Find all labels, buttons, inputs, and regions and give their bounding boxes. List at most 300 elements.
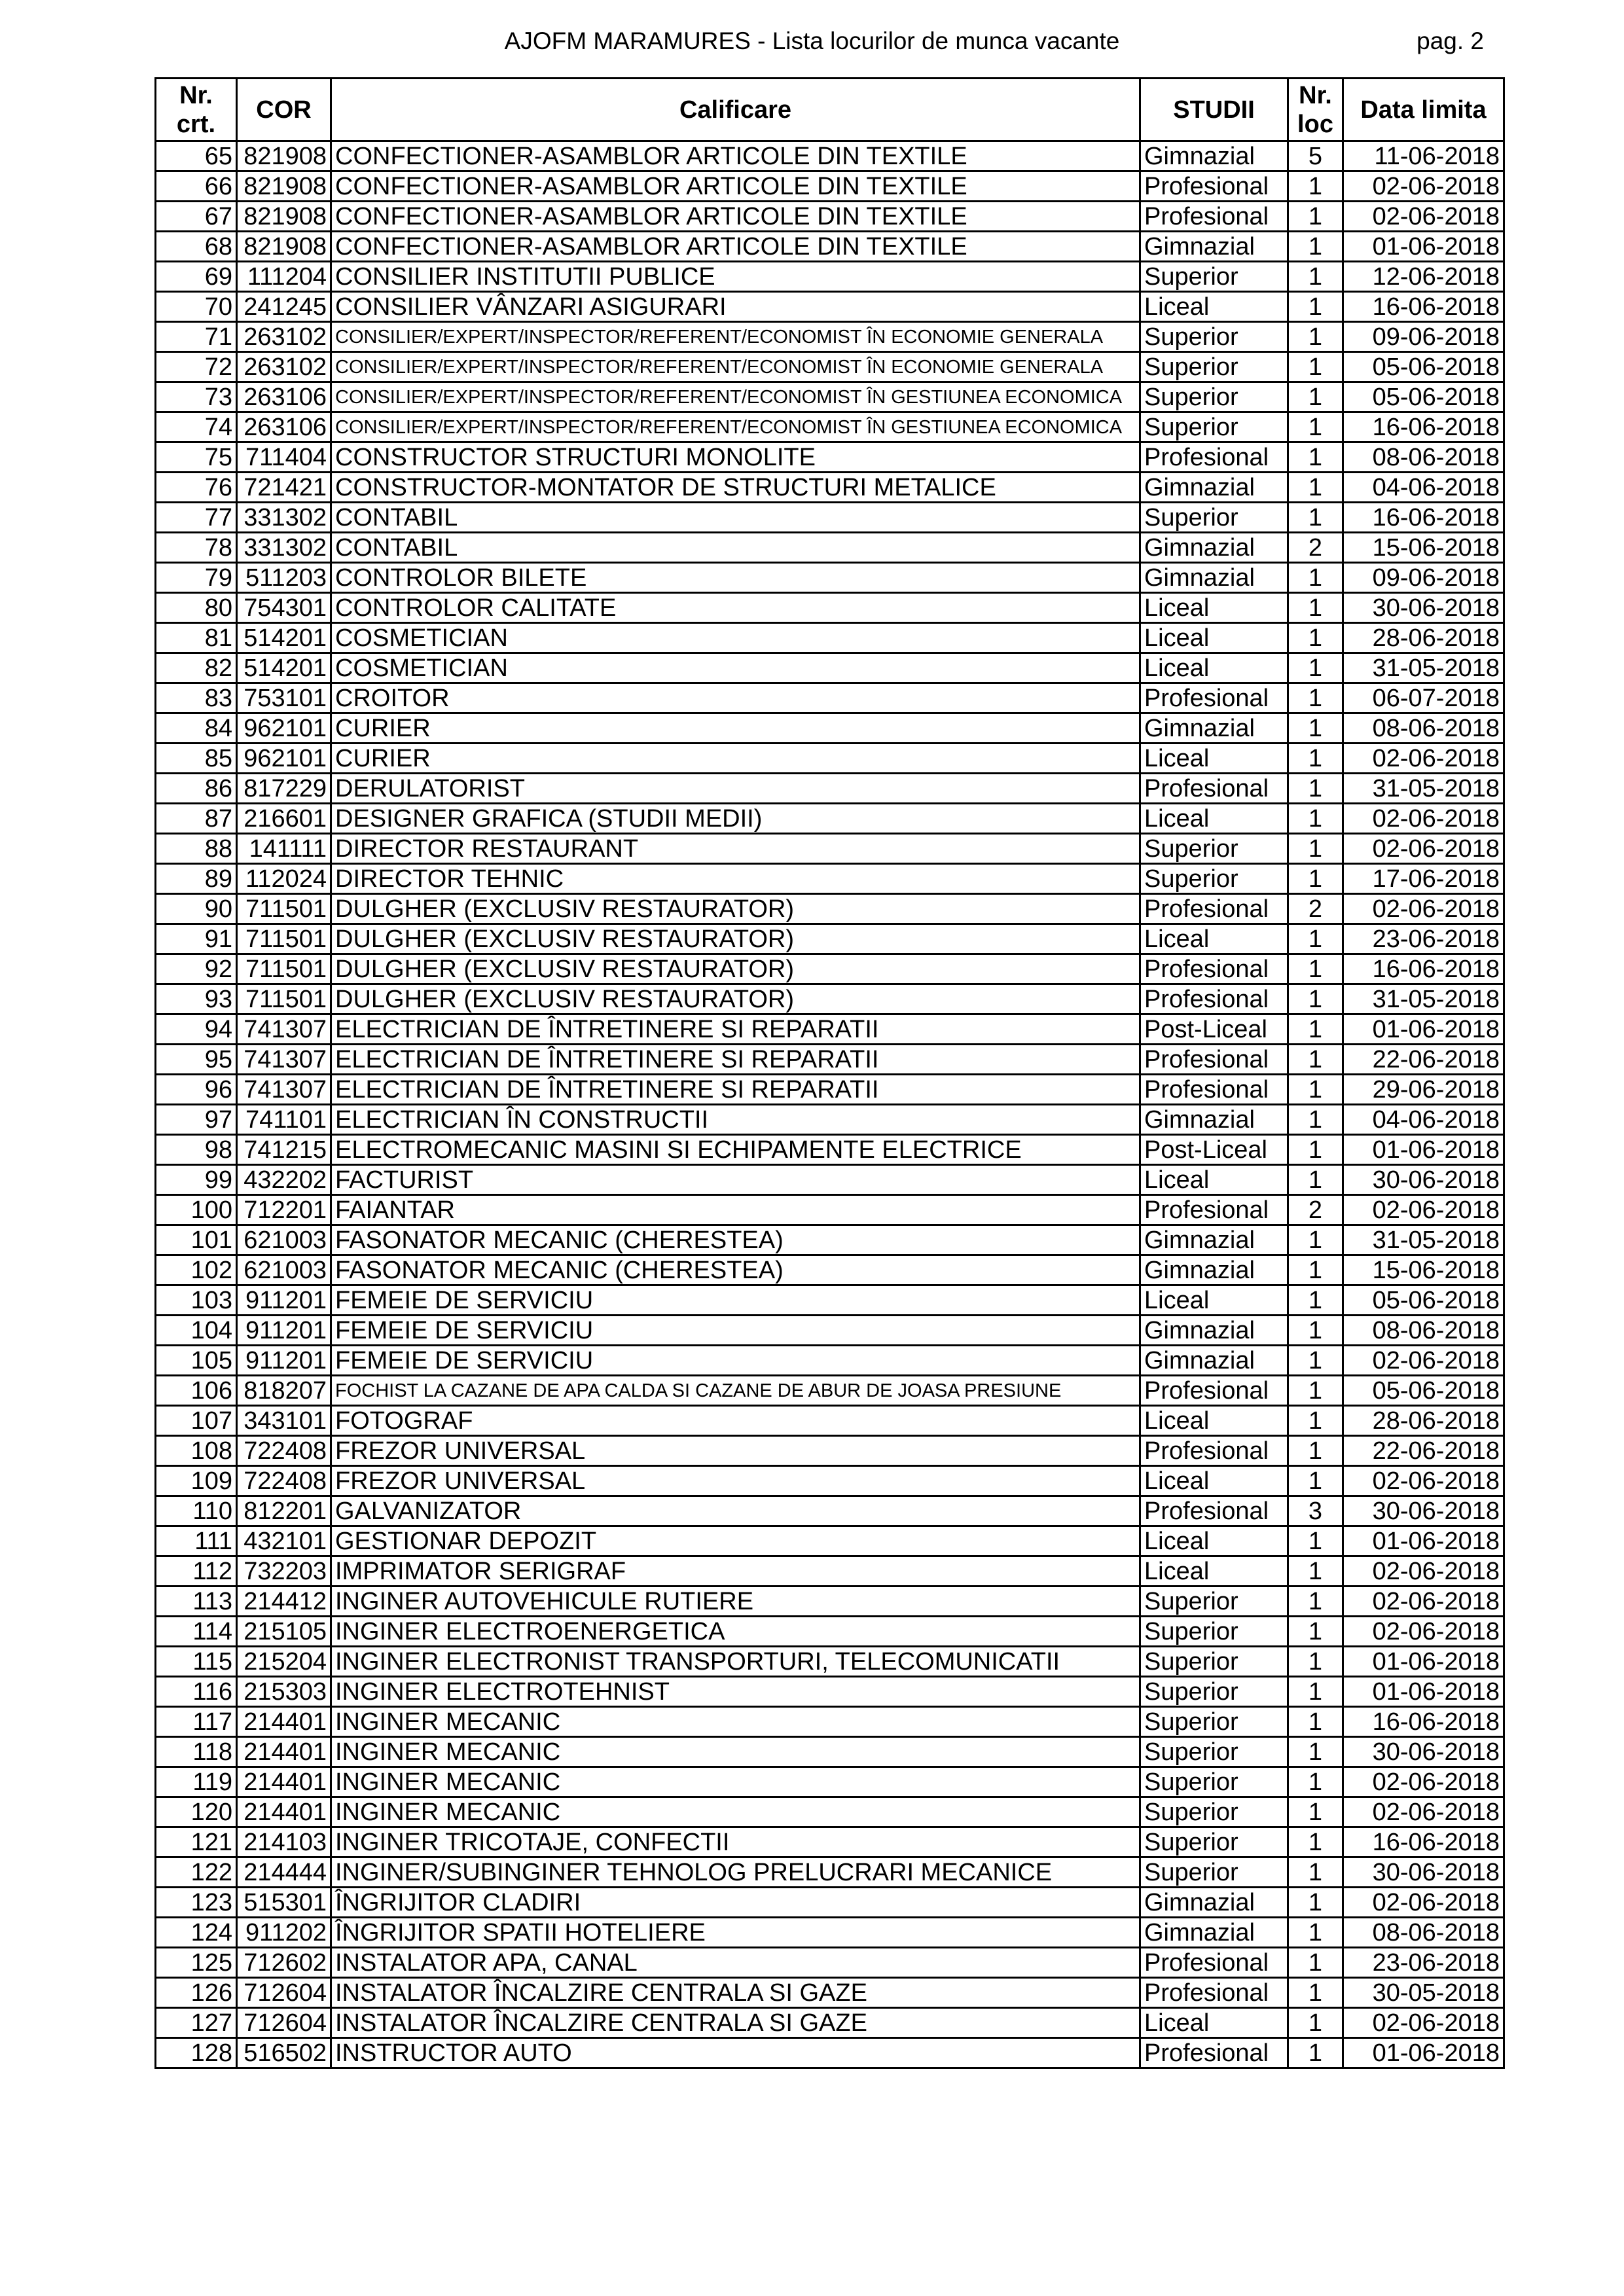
cell-calificare: FREZOR UNIVERSAL [331,1466,1140,1496]
cell-loc: 1 [1288,1556,1343,1587]
cell-studii: Liceal [1140,1526,1288,1556]
cell-data: 05-06-2018 [1343,382,1504,412]
cell-nr: 89 [156,864,237,894]
cell-calificare: DESIGNER GRAFICA (STUDII MEDII) [331,804,1140,834]
cell-data: 01-06-2018 [1343,1647,1504,1677]
cell-studii: Profesional [1140,774,1288,804]
cell-nr: 114 [156,1617,237,1647]
cell-data: 02-06-2018 [1343,1346,1504,1376]
cell-data: 17-06-2018 [1343,864,1504,894]
cell-nr: 73 [156,382,237,412]
column-header-nr: Nr. crt. [156,79,237,141]
cell-studii: Liceal [1140,1406,1288,1436]
cell-loc: 1 [1288,262,1343,292]
cell-studii: Post-Liceal [1140,1135,1288,1165]
cell-studii: Profesional [1140,1376,1288,1406]
cell-nr: 105 [156,1346,237,1376]
cell-calificare: COSMETICIAN [331,653,1140,683]
cell-loc: 1 [1288,1406,1343,1436]
cell-calificare: FEMEIE DE SERVICIU [331,1316,1140,1346]
cell-data: 08-06-2018 [1343,442,1504,473]
cell-cor: 331302 [237,503,331,533]
cell-data: 02-06-2018 [1343,171,1504,202]
cell-cor: 214401 [237,1767,331,1797]
column-header-studii: STUDII [1140,79,1288,141]
cell-cor: 712602 [237,1948,331,1978]
cell-studii: Profesional [1140,954,1288,984]
cell-cor: 711501 [237,954,331,984]
cell-cor: 263106 [237,412,331,442]
cell-calificare: ELECTRICIAN DE ÎNTRETINERE SI REPARATII [331,1075,1140,1105]
cell-data: 16-06-2018 [1343,292,1504,322]
table-row [156,1677,1504,1707]
cell-data: 02-06-2018 [1343,894,1504,924]
cell-nr: 71 [156,322,237,352]
cell-data: 15-06-2018 [1343,533,1504,563]
cell-calificare: GALVANIZATOR [331,1496,1140,1526]
cell-nr: 101 [156,1225,237,1255]
cell-nr: 88 [156,834,237,864]
cell-calificare: FEMEIE DE SERVICIU [331,1285,1140,1316]
cell-loc: 1 [1288,1466,1343,1496]
cell-nr: 124 [156,1918,237,1948]
cell-studii: Profesional [1140,683,1288,713]
cell-data: 16-06-2018 [1343,503,1504,533]
cell-cor: 263102 [237,352,331,382]
cell-studii: Liceal [1140,1285,1288,1316]
table-row [156,1346,1504,1376]
cell-data: 30-06-2018 [1343,1496,1504,1526]
cell-nr: 97 [156,1105,237,1135]
table-row [156,744,1504,774]
cell-data: 16-06-2018 [1343,954,1504,984]
cell-cor: 911201 [237,1316,331,1346]
cell-calificare: INGINER ELECTRONIST TRANSPORTURI, TELECOMUNICATII [331,1647,1140,1677]
cell-data: 23-06-2018 [1343,924,1504,954]
cell-studii: Liceal [1140,1466,1288,1496]
cell-calificare: CONTROLOR CALITATE [331,593,1140,623]
cell-data: 02-06-2018 [1343,804,1504,834]
cell-cor: 821908 [237,202,331,232]
cell-calificare: FEMEIE DE SERVICIU [331,1346,1140,1376]
cell-data: 22-06-2018 [1343,1045,1504,1075]
cell-nr: 78 [156,533,237,563]
cell-loc: 1 [1288,744,1343,774]
cell-data: 15-06-2018 [1343,1255,1504,1285]
cell-calificare: ELECTROMECANIC MASINI SI ECHIPAMENTE ELECTRICE [331,1135,1140,1165]
cell-calificare: INGINER MECANIC [331,1707,1140,1737]
cell-loc: 1 [1288,382,1343,412]
cell-loc: 1 [1288,1888,1343,1918]
table-row [156,774,1504,804]
cell-loc: 1 [1288,1647,1343,1677]
cell-cor: 817229 [237,774,331,804]
cell-nr: 99 [156,1165,237,1195]
cell-studii: Superior [1140,352,1288,382]
cell-nr: 126 [156,1978,237,2008]
cell-loc: 2 [1288,894,1343,924]
cell-data: 28-06-2018 [1343,1406,1504,1436]
cell-calificare: DULGHER (EXCLUSIV RESTAURATOR) [331,924,1140,954]
cell-cor: 214401 [237,1797,331,1827]
cell-data: 01-06-2018 [1343,232,1504,262]
cell-loc: 1 [1288,924,1343,954]
table-row [156,262,1504,292]
table-row [156,202,1504,232]
cell-studii: Profesional [1140,1496,1288,1526]
cell-nr: 115 [156,1647,237,1677]
cell-nr: 80 [156,593,237,623]
cell-cor: 432202 [237,1165,331,1195]
cell-data: 02-06-2018 [1343,1888,1504,1918]
cell-calificare: ÎNGRIJITOR CLADIRI [331,1888,1140,1918]
cell-nr: 90 [156,894,237,924]
cell-loc: 1 [1288,1707,1343,1737]
cell-nr: 107 [156,1406,237,1436]
cell-studii: Liceal [1140,2008,1288,2038]
cell-nr: 91 [156,924,237,954]
table-row [156,533,1504,563]
cell-data: 01-06-2018 [1343,1135,1504,1165]
cell-calificare: DULGHER (EXCLUSIV RESTAURATOR) [331,984,1140,1014]
cell-studii: Gimnazial [1140,141,1288,171]
table-row [156,1707,1504,1737]
cell-data: 28-06-2018 [1343,623,1504,653]
cell-data: 05-06-2018 [1343,1376,1504,1406]
table-row [156,804,1504,834]
cell-studii: Gimnazial [1140,1918,1288,1948]
table-row [156,1827,1504,1857]
cell-loc: 1 [1288,1376,1343,1406]
cell-calificare: FACTURIST [331,1165,1140,1195]
cell-nr: 70 [156,292,237,322]
table-row [156,1105,1504,1135]
cell-studii: Superior [1140,1677,1288,1707]
cell-loc: 1 [1288,412,1343,442]
cell-data: 02-06-2018 [1343,1556,1504,1587]
cell-studii: Profesional [1140,1075,1288,1105]
cell-calificare: INGINER TRICOTAJE, CONFECTII [331,1827,1140,1857]
cell-studii: Gimnazial [1140,473,1288,503]
cell-studii: Profesional [1140,1045,1288,1075]
table-row [156,1767,1504,1797]
table-row [156,503,1504,533]
table-row [156,593,1504,623]
cell-studii: Superior [1140,1857,1288,1888]
cell-calificare: INSTALATOR ÎNCALZIRE CENTRALA SI GAZE [331,2008,1140,2038]
cell-cor: 821908 [237,171,331,202]
cell-nr: 104 [156,1316,237,1346]
cell-cor: 741101 [237,1105,331,1135]
cell-data: 08-06-2018 [1343,1918,1504,1948]
cell-nr: 100 [156,1195,237,1225]
cell-cor: 215105 [237,1617,331,1647]
cell-studii: Profesional [1140,1436,1288,1466]
cell-cor: 812201 [237,1496,331,1526]
cell-loc: 1 [1288,171,1343,202]
column-header-calificare: Calificare [331,79,1140,141]
cell-calificare: INSTRUCTOR AUTO [331,2038,1140,2068]
cell-loc: 1 [1288,1827,1343,1857]
cell-nr: 123 [156,1888,237,1918]
cell-calificare: CONTROLOR BILETE [331,563,1140,593]
table-row [156,1918,1504,1948]
table-row [156,1075,1504,1105]
cell-loc: 1 [1288,1225,1343,1255]
cell-calificare: DULGHER (EXCLUSIV RESTAURATOR) [331,954,1140,984]
table-row [156,1526,1504,1556]
cell-nr: 69 [156,262,237,292]
cell-data: 30-06-2018 [1343,1737,1504,1767]
cell-loc: 3 [1288,1496,1343,1526]
cell-loc: 1 [1288,352,1343,382]
cell-calificare: INGINER AUTOVEHICULE RUTIERE [331,1587,1140,1617]
cell-nr: 75 [156,442,237,473]
cell-nr: 74 [156,412,237,442]
cell-loc: 1 [1288,563,1343,593]
cell-nr: 67 [156,202,237,232]
table-row [156,1888,1504,1918]
cell-studii: Superior [1140,1737,1288,1767]
table-row [156,1316,1504,1346]
cell-loc: 1 [1288,954,1343,984]
cell-cor: 741215 [237,1135,331,1165]
cell-nr: 86 [156,774,237,804]
cell-loc: 1 [1288,473,1343,503]
cell-calificare: CONTABIL [331,533,1140,563]
table-row [156,1737,1504,1767]
table-row [156,834,1504,864]
cell-loc: 1 [1288,2038,1343,2068]
cell-cor: 721421 [237,473,331,503]
cell-loc: 1 [1288,984,1343,1014]
table-row [156,563,1504,593]
cell-data: 09-06-2018 [1343,563,1504,593]
cell-calificare: CONSTRUCTOR STRUCTURI MONOLITE [331,442,1140,473]
cell-studii: Gimnazial [1140,1888,1288,1918]
cell-nr: 92 [156,954,237,984]
cell-data: 31-05-2018 [1343,653,1504,683]
cell-nr: 93 [156,984,237,1014]
cell-data: 01-06-2018 [1343,1677,1504,1707]
cell-studii: Superior [1140,1827,1288,1857]
cell-calificare: ELECTRICIAN DE ÎNTRETINERE SI REPARATII [331,1045,1140,1075]
cell-cor: 214401 [237,1707,331,1737]
table-row [156,412,1504,442]
table-row [156,924,1504,954]
cell-studii: Liceal [1140,804,1288,834]
table-row [156,1587,1504,1617]
table-row [156,382,1504,412]
cell-data: 01-06-2018 [1343,2038,1504,2068]
cell-data: 02-06-2018 [1343,1195,1504,1225]
cell-studii: Liceal [1140,593,1288,623]
cell-studii: Gimnazial [1140,563,1288,593]
cell-studii: Liceal [1140,744,1288,774]
cell-data: 04-06-2018 [1343,1105,1504,1135]
cell-studii: Superior [1140,834,1288,864]
cell-calificare: INGINER ELECTROTEHNIST [331,1677,1140,1707]
table-row [156,352,1504,382]
cell-nr: 65 [156,141,237,171]
cell-loc: 1 [1288,322,1343,352]
cell-cor: 263106 [237,382,331,412]
cell-cor: 753101 [237,683,331,713]
table-row [156,292,1504,322]
table-row [156,442,1504,473]
cell-nr: 110 [156,1496,237,1526]
cell-data: 30-06-2018 [1343,1165,1504,1195]
page-number: pag. 2 [1416,27,1484,54]
cell-data: 16-06-2018 [1343,1707,1504,1737]
cell-cor: 711404 [237,442,331,473]
cell-cor: 432101 [237,1526,331,1556]
cell-calificare: FASONATOR MECANIC (CHERESTEA) [331,1225,1140,1255]
cell-calificare: CONSILIER VÂNZARI ASIGURARI [331,292,1140,322]
cell-cor: 516502 [237,2038,331,2068]
page-title: AJOFM MARAMURES - Lista locurilor de munca vacante [504,27,1120,54]
cell-nr: 83 [156,683,237,713]
cell-nr: 125 [156,1948,237,1978]
cell-loc: 1 [1288,232,1343,262]
cell-calificare: CONFECTIONER-ASAMBLOR ARTICOLE DIN TEXTILE [331,202,1140,232]
cell-loc: 1 [1288,1948,1343,1978]
cell-studii: Gimnazial [1140,1225,1288,1255]
cell-calificare: FREZOR UNIVERSAL [331,1436,1140,1466]
cell-data: 02-06-2018 [1343,2008,1504,2038]
cell-nr: 118 [156,1737,237,1767]
cell-studii: Superior [1140,1767,1288,1797]
table-row [156,2008,1504,2038]
cell-cor: 818207 [237,1376,331,1406]
cell-loc: 1 [1288,1346,1343,1376]
cell-nr: 79 [156,563,237,593]
table-row [156,141,1504,171]
cell-data: 31-05-2018 [1343,774,1504,804]
cell-nr: 106 [156,1376,237,1406]
cell-loc: 1 [1288,1587,1343,1617]
cell-studii: Superior [1140,1647,1288,1677]
cell-nr: 84 [156,713,237,744]
cell-cor: 215204 [237,1647,331,1677]
cell-nr: 120 [156,1797,237,1827]
cell-studii: Gimnazial [1140,1105,1288,1135]
cell-calificare: INGINER MECANIC [331,1767,1140,1797]
cell-cor: 712201 [237,1195,331,1225]
cell-cor: 331302 [237,533,331,563]
cell-nr: 113 [156,1587,237,1617]
table-row [156,1617,1504,1647]
table-row [156,1225,1504,1255]
cell-data: 02-06-2018 [1343,1797,1504,1827]
column-header-loc: Nr. loc [1288,79,1343,141]
table-row [156,1195,1504,1225]
cell-loc: 1 [1288,1045,1343,1075]
table-row [156,232,1504,262]
cell-loc: 1 [1288,1165,1343,1195]
cell-cor: 112024 [237,864,331,894]
cell-loc: 1 [1288,1737,1343,1767]
cell-cor: 343101 [237,1406,331,1436]
cell-data: 05-06-2018 [1343,352,1504,382]
cell-calificare: CONFECTIONER-ASAMBLOR ARTICOLE DIN TEXTILE [331,171,1140,202]
cell-studii: Profesional [1140,202,1288,232]
cell-calificare: CONSILIER INSTITUTII PUBLICE [331,262,1140,292]
cell-data: 12-06-2018 [1343,262,1504,292]
table-row [156,171,1504,202]
cell-cor: 514201 [237,623,331,653]
cell-calificare: CONFECTIONER-ASAMBLOR ARTICOLE DIN TEXTILE [331,141,1140,171]
table-row [156,1376,1504,1406]
cell-cor: 263102 [237,322,331,352]
cell-calificare: FOCHIST LA CAZANE DE APA CALDA SI CAZANE DE ABUR DE JOASA PRESIUNE [331,1376,1140,1406]
cell-cor: 712604 [237,2008,331,2038]
cell-calificare: ÎNGRIJITOR SPATII HOTELIERE [331,1918,1140,1948]
cell-studii: Profesional [1140,171,1288,202]
cell-cor: 214444 [237,1857,331,1888]
cell-calificare: FASONATOR MECANIC (CHERESTEA) [331,1255,1140,1285]
cell-calificare: DIRECTOR TEHNIC [331,864,1140,894]
cell-nr: 111 [156,1526,237,1556]
table-row [156,1406,1504,1436]
cell-nr: 96 [156,1075,237,1105]
cell-cor: 821908 [237,232,331,262]
table-row [156,1556,1504,1587]
cell-studii: Superior [1140,1587,1288,1617]
cell-cor: 911202 [237,1918,331,1948]
table-row [156,1165,1504,1195]
cell-calificare: INSTALATOR APA, CANAL [331,1948,1140,1978]
cell-nr: 72 [156,352,237,382]
cell-calificare: DULGHER (EXCLUSIV RESTAURATOR) [331,894,1140,924]
table-row [156,1496,1504,1526]
cell-cor: 511203 [237,563,331,593]
cell-data: 31-05-2018 [1343,984,1504,1014]
cell-studii: Liceal [1140,924,1288,954]
cell-nr: 119 [156,1767,237,1797]
cell-data: 02-06-2018 [1343,202,1504,232]
cell-cor: 962101 [237,744,331,774]
table-row [156,2038,1504,2068]
table-row [156,683,1504,713]
cell-nr: 94 [156,1014,237,1045]
cell-studii: Gimnazial [1140,1316,1288,1346]
cell-nr: 77 [156,503,237,533]
cell-calificare: INGINER/SUBINGINER TEHNOLOG PRELUCRARI MECANICE [331,1857,1140,1888]
cell-studii: Gimnazial [1140,1255,1288,1285]
table-row [156,1857,1504,1888]
cell-loc: 1 [1288,503,1343,533]
cell-studii: Superior [1140,1797,1288,1827]
cell-nr: 87 [156,804,237,834]
table-row [156,1045,1504,1075]
cell-cor: 214412 [237,1587,331,1617]
cell-calificare: CURIER [331,713,1140,744]
table-row [156,984,1504,1014]
cell-loc: 1 [1288,1978,1343,2008]
table-header-row [156,79,1504,141]
cell-loc: 1 [1288,1316,1343,1346]
cell-calificare: CROITOR [331,683,1140,713]
cell-cor: 241245 [237,292,331,322]
cell-studii: Liceal [1140,653,1288,683]
cell-loc: 1 [1288,1436,1343,1466]
cell-nr: 122 [156,1857,237,1888]
cell-cor: 141111 [237,834,331,864]
cell-loc: 1 [1288,774,1343,804]
cell-cor: 712604 [237,1978,331,2008]
cell-data: 30-05-2018 [1343,1978,1504,2008]
